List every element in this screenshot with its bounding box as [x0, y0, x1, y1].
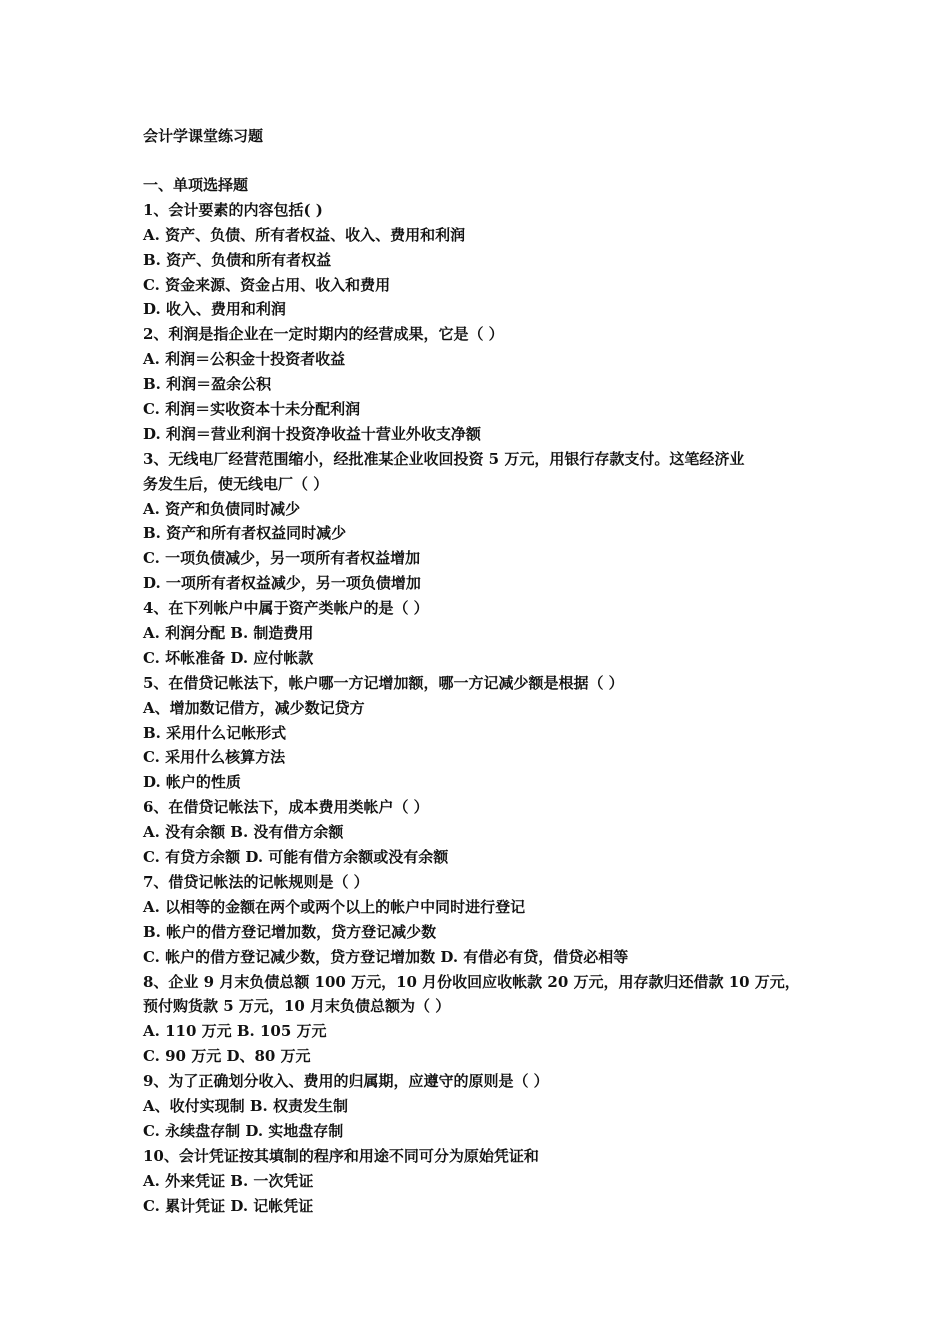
question-stem: 2、利润是指企业在一定时期内的经营成果，它是（ ） — [143, 325, 504, 344]
answer-option: C. 坏帐准备 D. 应付帐款 — [143, 648, 314, 667]
question-stem: 4、在下列帐户中属于资产类帐户的是（ ） — [143, 599, 429, 618]
answer-option: C. 帐户的借方登记减少数，贷方登记增加数 D. 有借必有贷，借贷必相等 — [143, 947, 629, 966]
question-stem: 6、在借贷记帐法下，成本费用类帐户（ ） — [143, 798, 429, 817]
answer-option: C. 有贷方余额 D. 可能有借方余额或没有余额 — [143, 848, 449, 867]
answer-option: D. 一项所有者权益减少，另一项负债增加 — [143, 574, 421, 593]
answer-option: D. 收入、费用和利润 — [143, 300, 286, 319]
question-stem: 1、会计要素的内容包括( ) — [143, 200, 323, 219]
answer-option: A. 以相等的金额在两个或两个以上的帐户中同时进行登记 — [143, 897, 526, 916]
question-stem: 3、无线电厂经营范围缩小，经批准某企业收回投资 5 万元，用银行存款支付。这笔经济业 — [143, 449, 745, 468]
answer-option: B. 利润＝盈余公积 — [143, 375, 272, 394]
section-heading: 一、单项选择题 — [143, 176, 249, 194]
question-stem-continuation: 务发生后，使无线电厂（ ） — [143, 474, 329, 493]
answer-option: A、收付实现制 B. 权责发生制 — [143, 1096, 348, 1115]
answer-option: C. 一项负债减少，另一项所有者权益增加 — [143, 549, 421, 568]
document-page — [143, 124, 833, 1218]
answer-option: A. 资产和负债同时减少 — [143, 499, 301, 518]
answer-option: A、增加数记借方，减少数记贷方 — [143, 698, 365, 717]
answer-option: A. 110 万元 B. 105 万元 — [143, 1022, 327, 1041]
answer-option: D. 利润＝营业利润十投资净收益十营业外收支净额 — [143, 424, 481, 443]
answer-option: A. 利润分配 B. 制造费用 — [143, 624, 314, 643]
question-stem: 5、在借贷记帐法下，帐户哪一方记增加额，哪一方记减少额是根据（ ） — [143, 673, 624, 692]
answer-option: A. 利润＝公积金十投资者收益 — [143, 350, 346, 369]
answer-option: B. 采用什么记帐形式 — [143, 723, 287, 742]
answer-option: C. 资金来源、资金占用、收入和费用 — [143, 275, 391, 294]
document-title: 会计学课堂练习题 — [143, 127, 264, 145]
answer-option: C. 累计凭证 D. 记帐凭证 — [143, 1196, 314, 1215]
answer-option: C. 采用什么核算方法 — [143, 748, 286, 767]
answer-option: C. 利润＝实收资本十未分配利润 — [143, 400, 361, 419]
title-spacer — [143, 149, 833, 173]
answer-option: D. 帐户的性质 — [143, 773, 241, 792]
answer-option: C. 90 万元 D、80 万元 — [143, 1047, 311, 1066]
question-stem: 9、为了正确划分收入、费用的归属期，应遵守的原则是（ ） — [143, 1072, 549, 1091]
answer-option: A. 没有余额 B. 没有借方余额 — [143, 823, 344, 842]
question-stem: 10、会计凭证按其填制的程序和用途不同可分为原始凭证和 — [143, 1146, 539, 1165]
answer-option: C. 永续盘存制 D. 实地盘存制 — [143, 1121, 344, 1140]
answer-option: B. 帐户的借方登记增加数，贷方登记减少数 — [143, 922, 437, 941]
answer-option: A. 资产、负债、所有者权益、收入、费用和利润 — [143, 225, 466, 244]
answer-option: B. 资产和所有者权益同时减少 — [143, 524, 347, 543]
question-stem-continuation: 预付购货款 5 万元，10 月末负债总额为（ ） — [143, 997, 451, 1016]
question-list — [143, 173, 833, 1218]
answer-option: B. 资产、负债和所有者权益 — [143, 250, 332, 269]
question-stem: 7、借贷记帐法的记帐规则是（ ） — [143, 872, 369, 891]
question-stem: 8、企业 9 月末负债总额 100 万元，10 月份收回应收帐款 20 万元，用存款归还借款 10 万元， — [143, 972, 800, 991]
answer-option: A. 外来凭证 B. 一次凭证 — [143, 1171, 314, 1190]
